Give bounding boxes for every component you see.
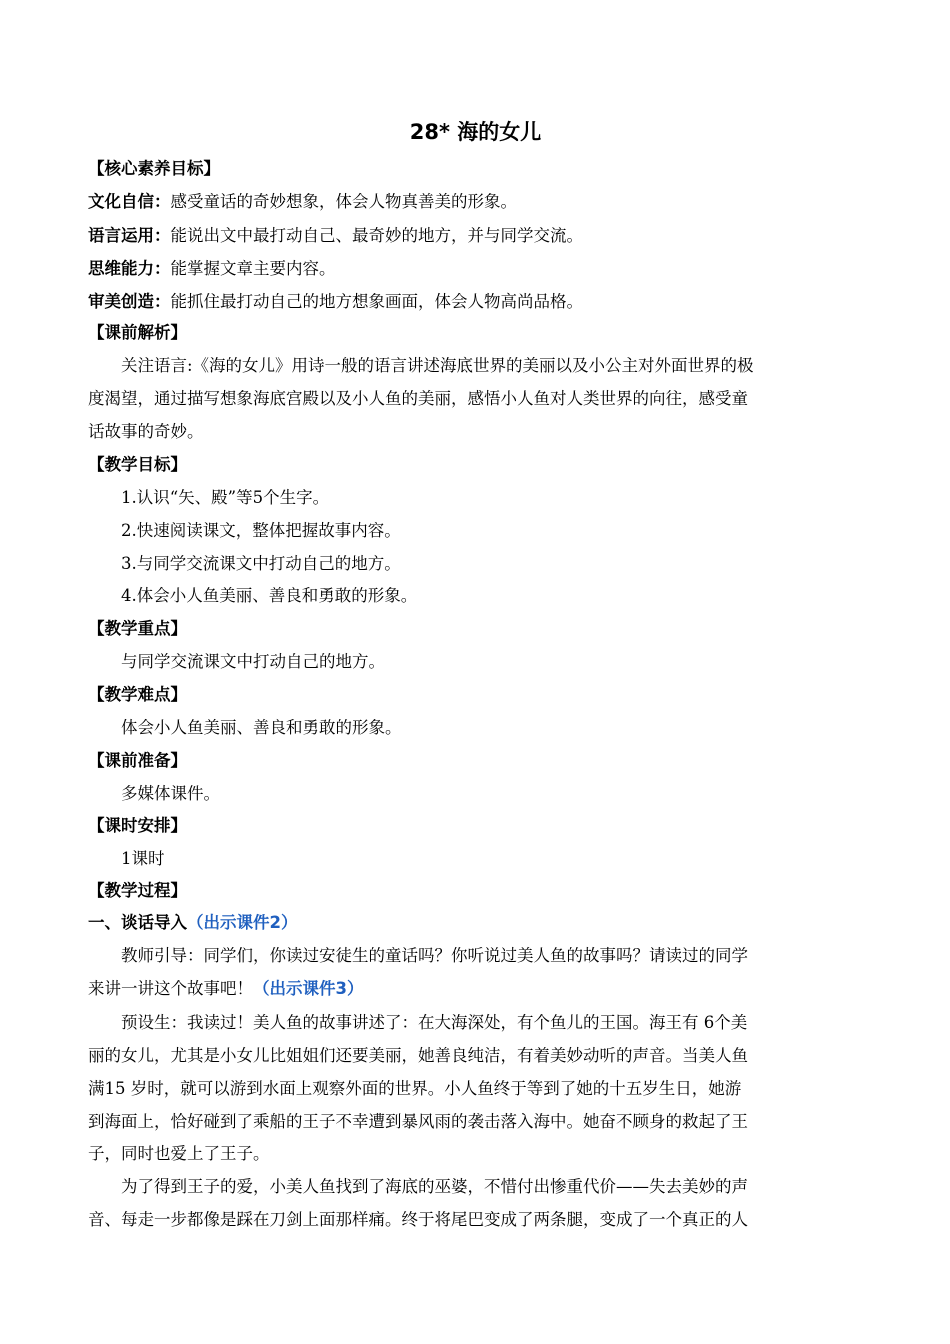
- schedule-text: 1课时: [121, 849, 165, 868]
- preset-line: 到海面上，恰好碰到了乘船的王子不幸遭到暴风雨的袭击落入海中。她奋不顾身的救起了王: [88, 1112, 748, 1131]
- goal-culture-label: 文化自信：: [88, 192, 171, 211]
- prep-text: 多媒体课件。: [121, 784, 220, 803]
- analysis-line: 关注语言:《海的女儿》用诗一般的语言讲述海底世界的美丽以及小公主对外面世界的极: [121, 356, 754, 375]
- goal-aesthetic-label: 审美创造：: [88, 292, 171, 311]
- preset-line: 丽的女儿，尤其是小女儿比姐姐们还要美丽，她善良纯洁，有着美妙动听的声音。当美人鱼: [88, 1046, 748, 1065]
- final-line: 为了得到王子的爱，小美人鱼找到了海底的巫婆，不惜付出惨重代价——失去美妙的声: [121, 1177, 748, 1196]
- preset-line: 预设生：我读过！美人鱼的故事讲述了：在大海深处，有个鱼儿的王国。海王有 6个美: [121, 1013, 748, 1032]
- schedule-heading: 【课时安排】: [88, 816, 187, 835]
- step1-courseware-ref: （出示课件2）: [187, 913, 298, 932]
- analysis-heading: 【课前解析】: [88, 323, 187, 342]
- document-title: 28* 海的女儿: [409, 120, 542, 144]
- goal-aesthetic-text: 能抓住最打动自己的地方想象画面，体会人物高尚品格。: [170, 292, 583, 311]
- guide-line: 教师引导：同学们，你读过安徒生的童话吗？你听说过美人鱼的故事吗？请读过的同学: [121, 946, 748, 965]
- goal-culture-text: 感受童话的奇妙想象，体会人物真善美的形象。: [170, 192, 517, 211]
- goal-culture: [88, 191, 863, 213]
- key-point-heading: 【教学重点】: [88, 619, 187, 638]
- preset-line: 子，同时也爱上了王子。: [88, 1144, 270, 1163]
- key-point-text: 与同学交流课文中打动自己的地方。: [121, 652, 385, 671]
- guide-line-text: 来讲一讲这个故事吧！: [88, 979, 253, 998]
- teaching-goal-item: 1.认识“矢、殿”等5个生字。: [121, 488, 330, 507]
- step1-title-line: [88, 912, 863, 934]
- difficulty-heading: 【教学难点】: [88, 685, 187, 704]
- preset-line: 满15 岁时，就可以游到水面上观察外面的世界。小人鱼终于等到了她的十五岁生日，她游: [88, 1079, 742, 1098]
- goal-thinking-label: 思维能力：: [88, 259, 171, 278]
- goal-language: [88, 225, 863, 247]
- core-goals-heading: 【核心素养目标】: [88, 159, 220, 178]
- goal-thinking-text: 能掌握文章主要内容。: [170, 259, 336, 278]
- final-line: 音、每走一步都像是踩在刀剑上面那样痛。终于将尾巴变成了两条腿，变成了一个真正的人: [88, 1210, 748, 1229]
- teaching-goal-item: 4.体会小人鱼美丽、善良和勇敢的形象。: [121, 586, 418, 605]
- goal-thinking: [88, 258, 863, 280]
- goal-language-label: 语言运用：: [88, 226, 171, 245]
- teaching-goals-heading: 【教学目标】: [88, 455, 187, 474]
- guide-courseware-ref: （出示课件3）: [253, 979, 364, 998]
- difficulty-text: 体会小人鱼美丽、善良和勇敢的形象。: [121, 718, 402, 737]
- analysis-line: 话故事的奇妙。: [88, 422, 204, 441]
- analysis-line: 度渴望，通过描写想象海底宫殿以及小人鱼的美丽，感悟小人鱼对人类世界的向往，感受童: [88, 389, 748, 408]
- guide-line: [88, 978, 863, 1000]
- goal-language-text: 能说出文中最打动自己、最奇妙的地方，并与同学交流。: [170, 226, 583, 245]
- teaching-goal-item: 3.与同学交流课文中打动自己的地方。: [121, 554, 401, 573]
- prep-heading: 【课前准备】: [88, 751, 187, 770]
- step1-title: 一、谈话导入: [88, 913, 187, 932]
- teaching-goal-item: 2.快速阅读课文，整体把握故事内容。: [121, 521, 401, 540]
- goal-aesthetic: [88, 291, 863, 313]
- process-heading: 【教学过程】: [88, 881, 187, 900]
